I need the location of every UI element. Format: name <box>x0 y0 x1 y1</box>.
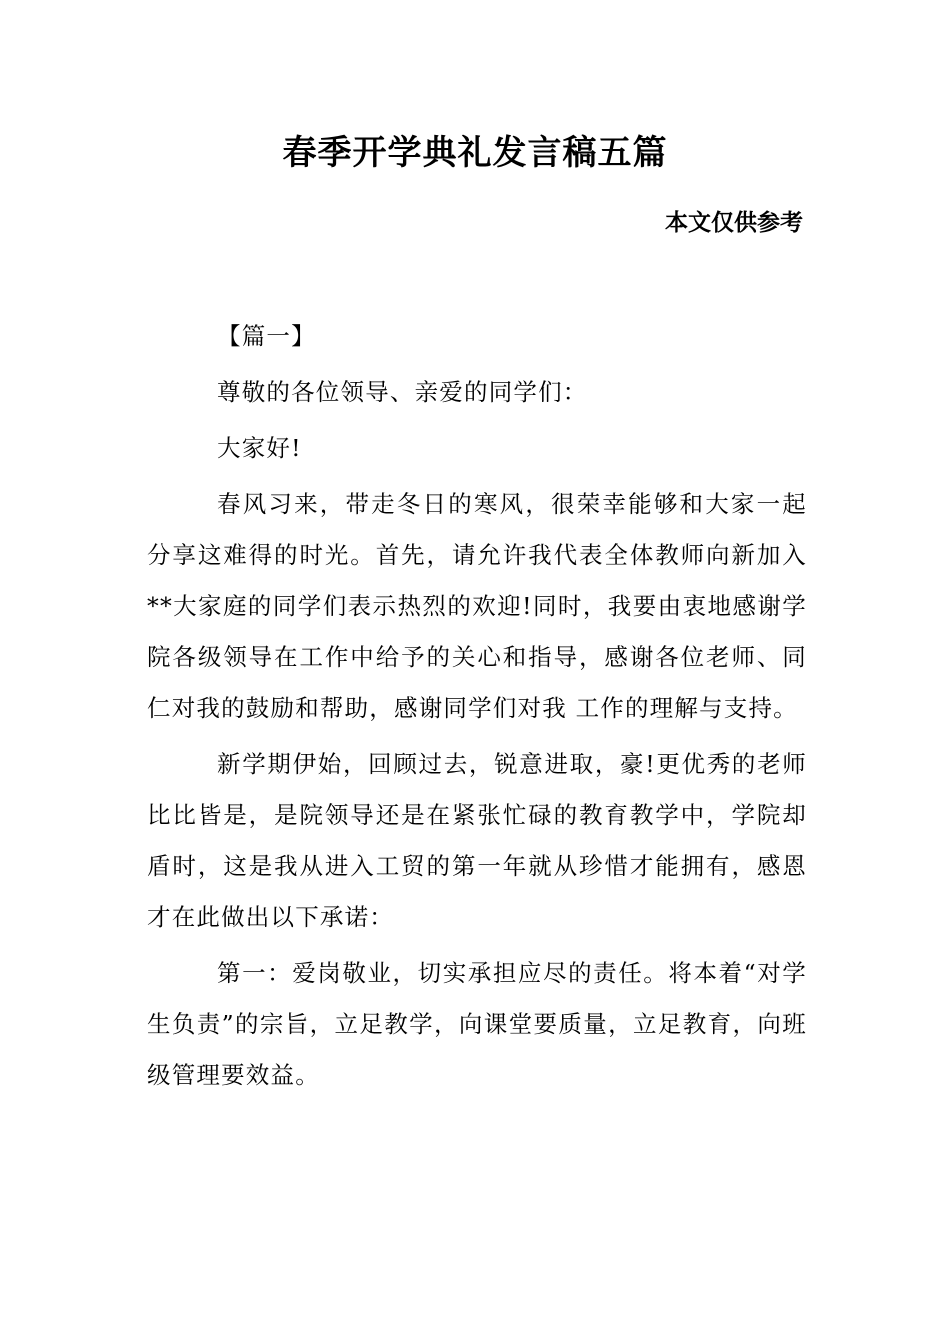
document-body <box>147 311 807 1106</box>
section-heading: 【篇一】 <box>217 322 316 350</box>
salutation: 尊敬的各位领导、亲爱的同学们： <box>217 378 588 406</box>
body-paragraph: 春风习来，带走冬日的寒风，很荣幸能够和大家一起分享这难得的时光。首先，请允许我代表全体教师向新加入**大家庭的同学们表示热烈的欢迎!同时，我要由衷地感谢学院各级领导在工作中给予的关心和指导，感谢各位老师、同仁对我的鼓励和帮助，感谢同学们对我 工作的理解与支持。 <box>147 490 807 722</box>
document-title: 春季开学典礼发言稿五篇 <box>282 133 668 173</box>
body-paragraph: 第一：爱岗敬业，切实承担应尽的责任。将本着“对学生负责”的宗旨，立足教学，向课堂要质量，立足教育，向班级管理要效益。 <box>147 959 807 1089</box>
greeting: 大家好! <box>217 434 302 462</box>
body-paragraph: 新学期伊始，回顾过去，锐意进取，豪!更优秀的老师比比皆是，是院领导还是在紧张忙碌的教育教学中，学院却盾时，这是我从进入工贸的第一年就从珍惜才能拥有，感恩才在此做出以下承诺： <box>147 750 807 931</box>
document-subtitle: 本文仅供参考 <box>665 210 803 236</box>
